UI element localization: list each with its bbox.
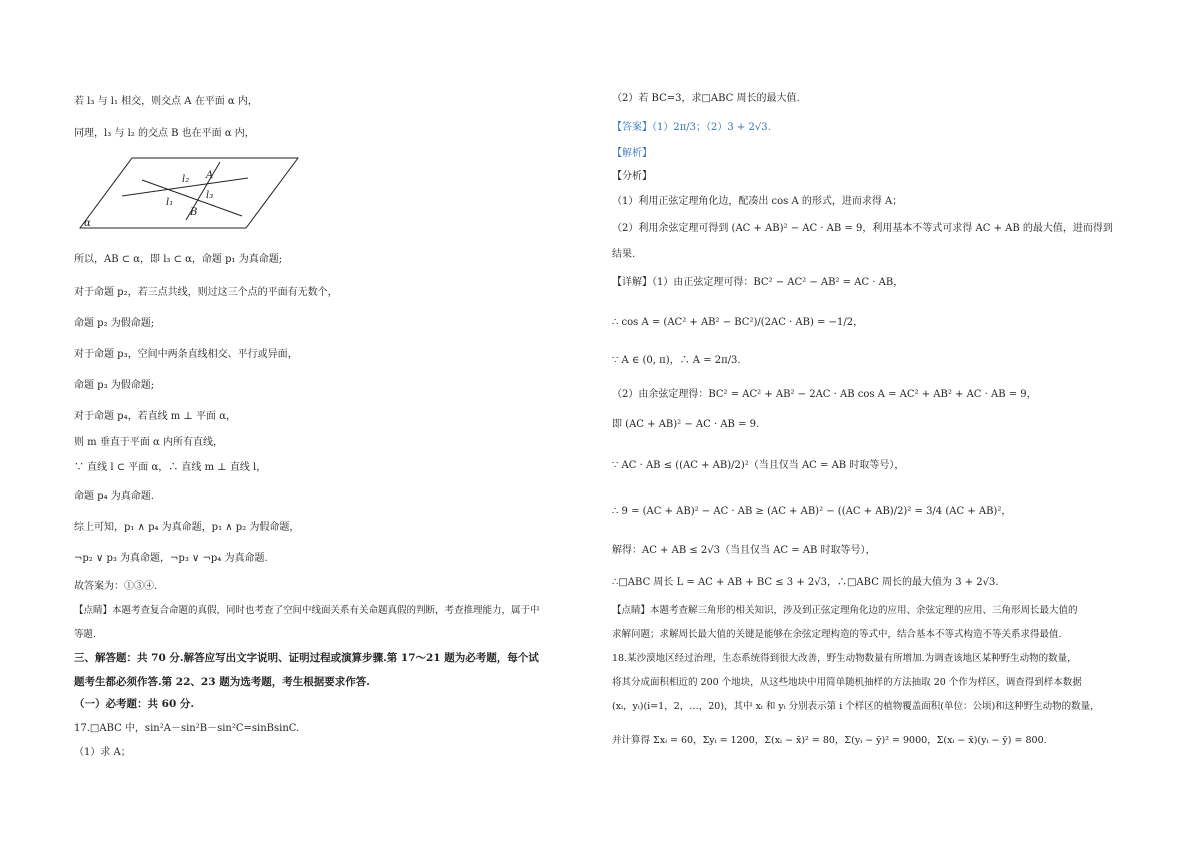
text-line: ∴ 9 = (AC + AB)² − AC · AB ≥ (AC + AB)² − ((AC + AB)/2)² = 3/4 (AC + AB)²， — [612, 506, 1012, 517]
text-line: （1）利用正弦定理角化边，配凑出 cos A 的形式，进而求得 A； — [612, 196, 903, 207]
problem-18: (xᵢ，yᵢ)(i=1，2，…，20)，其中 xᵢ 和 yᵢ 分别表示第 i 个样区的植物覆盖面积(单位：公顷)和这种野生动物的数量， — [612, 701, 1100, 712]
text-line: 则 m 垂直于平面 α 内所有直线， — [74, 437, 223, 448]
text-line: 所以，AB ⊂ α，即 l₃ ⊂ α，命题 p₁ 为真命题; — [74, 254, 283, 265]
text-line: 结果. — [612, 249, 636, 260]
label-A: A — [206, 170, 214, 181]
subsection-heading: （一）必考题：共 60 分. — [74, 698, 195, 710]
text-line: 【详解】（1）由正弦定理可得：BC² − AC² − AB² = AC · AB， — [612, 277, 904, 288]
text-line: 对于命题 p₂，若三点共线，则过这三个点的平面有无数个， — [74, 287, 338, 298]
text-line: 对于命题 p₃，空间中两条直线相交、平行或异面， — [74, 349, 298, 360]
label-alpha: α — [84, 218, 91, 229]
label-l2: l₂ — [182, 174, 190, 185]
text-line: 故答案为：①③④. — [74, 581, 158, 592]
problem-17-part2: （2）若 BC=3，求□ABC 周长的最大值. — [612, 93, 800, 104]
section-heading: 三、解答题：共 70 分.解答应写出文字说明、证明过程或演算步骤.第 17～21 题为必考题，每个试 — [74, 652, 539, 664]
problem-18-sums: 并计算得 Σxᵢ = 60，Σyᵢ = 1200，Σ(xᵢ − x̄)² = 80，Σ(yᵢ − ȳ)² = 9000，Σ(xᵢ − x̄)(yᵢ − ȳ) = 800. — [612, 735, 1047, 746]
plane-figure — [74, 150, 304, 232]
problem-17-part1: （1）求 A； — [74, 747, 131, 758]
text-line: ∵ 直线 l ⊂ 平面 α，∴ 直线 m ⊥ 直线 l， — [74, 462, 267, 473]
text-line: 即 (AC + AB)² − AC · AB = 9. — [612, 419, 760, 430]
answer-line: 【答案】（1）2π/3；（2）3 + 2√3. — [612, 122, 771, 133]
text-line: ∴□ABC 周长 L = AC + AB + BC ≤ 3 + 2√3，∴□ABC 周长的最大值为 3 + 2√3. — [612, 577, 999, 588]
text-line: 命题 p₄ 为真命题. — [74, 491, 154, 502]
text-line: 【分析】 — [612, 171, 652, 182]
problem-18: 将其分成面积相近的 200 个地块，从这些地块中用简单随机抽样的方法抽取 20 个作为样区，调查得到样本数据 — [612, 677, 1082, 688]
text-line: 命题 p₃ 为假命题; — [74, 380, 155, 391]
text-line: 若 l₃ 与 l₁ 相交，则交点 A 在平面 α 内， — [74, 96, 258, 107]
text-line: ∵ AC · AB ≤ ((AC + AB)/2)²（当且仅当 AC = AB 时取等号）， — [612, 460, 905, 471]
text-line: （2）由余弦定理得：BC² = AC² + AB² − 2AC · AB cos A = AC² + AB² + AC · AB = 9， — [612, 389, 1037, 400]
remark-line: 求解问题；求解周长最大值的关键是能够在余弦定理构造的等式中，结合基本不等式构造不等关系求得最值. — [612, 629, 1062, 640]
remark-line: 【点睛】本题考查解三角形的相关知识，涉及到正弦定理角化边的应用、余弦定理的应用、三角形周长最大值的 — [612, 605, 1078, 616]
text-line: 对于命题 p₄，若直线 m ⊥ 平面 α， — [74, 411, 236, 422]
label-B: B — [190, 207, 198, 218]
text-line: ∴ cos A = (AC² + AB² − BC²)/(2AC · AB) = −1/2， — [612, 317, 864, 328]
label-l3: l₃ — [206, 190, 214, 201]
text-line: （2）利用余弦定理可得到 (AC + AB)² − AC · AB = 9，利用基本不等式可求得 AC + AB 的最大值，进而得到 — [612, 223, 1113, 234]
text-line: 综上可知，p₁ ∧ p₄ 为真命题，p₁ ∧ p₂ 为假命题， — [74, 522, 300, 533]
text-line: ∵ A ∈ (0, π)，∴ A = 2π/3. — [612, 355, 741, 366]
text-line: 命题 p₂ 为假命题; — [74, 318, 155, 329]
remark-line: 等题. — [74, 629, 97, 640]
text-line: 解得：AC + AB ≤ 2√3（当且仅当 AC = AB 时取等号）， — [612, 545, 876, 556]
problem-17: 17.□ABC 中，sin²A－sin²B－sin²C=sinBsinC. — [74, 723, 300, 734]
text-line: ¬p₂ ∨ p₃ 为真命题，¬p₃ ∨ ¬p₄ 为真命题. — [74, 553, 268, 564]
text-line: 同理，l₃ 与 l₂ 的交点 B 也在平面 α 内， — [74, 128, 255, 139]
remark-line: 【点睛】本题考查复合命题的真假，同时也考查了空间中线面关系有关命题真假的判断，考查推理能力，属于中 — [74, 605, 540, 616]
label-l1: l₁ — [166, 197, 174, 208]
analysis-tag: 【解析】 — [612, 148, 652, 159]
plane-alpha — [80, 158, 298, 228]
problem-18: 18.某沙漠地区经过治理，生态系统得到很大改善，野生动物数量有所增加.为调查该地区某种野生动物的数量， — [612, 653, 1077, 664]
section-heading: 题考生都必须作答.第 22、23 题为选考题，考生根据要求作答. — [74, 676, 370, 688]
